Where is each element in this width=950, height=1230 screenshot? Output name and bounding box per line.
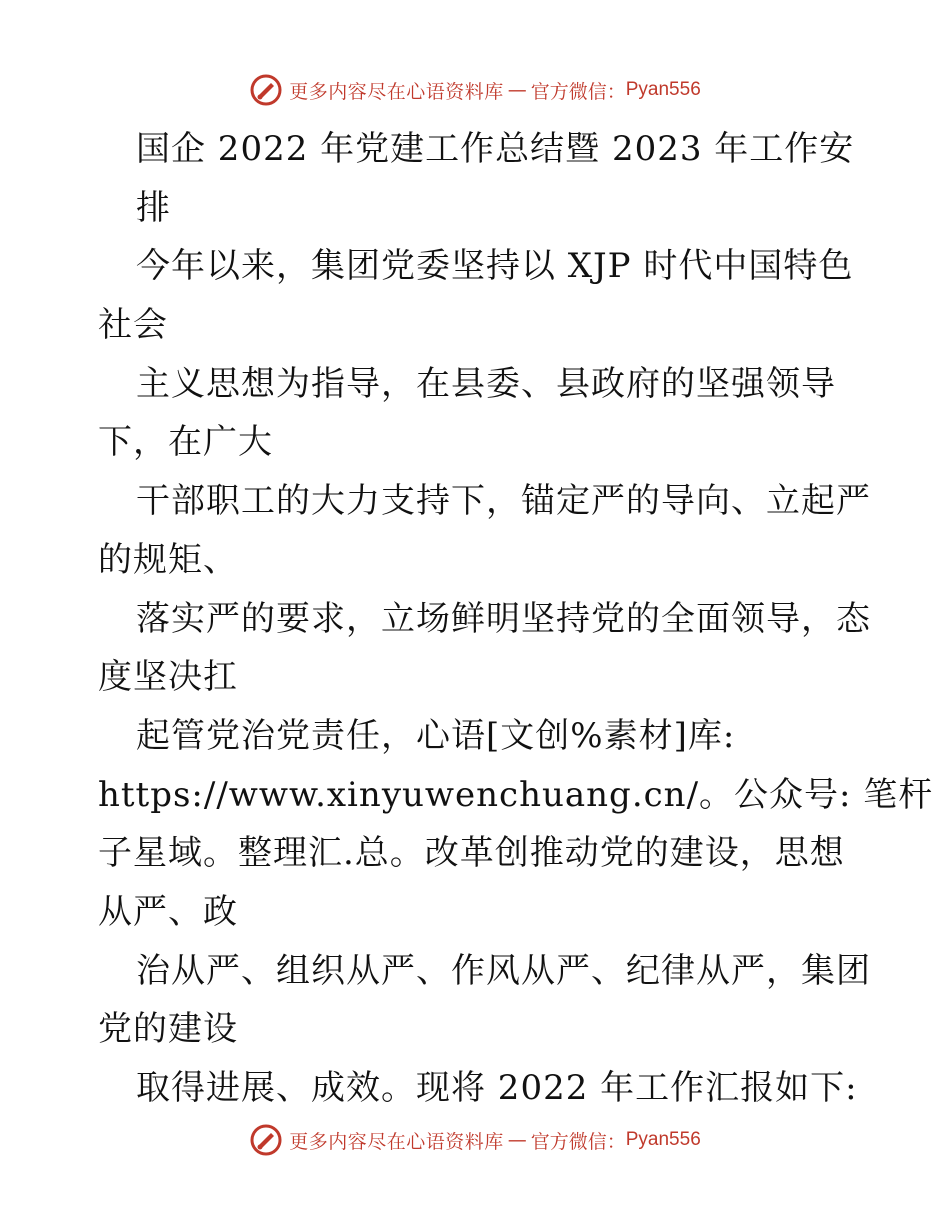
header-watermark-banner	[0, 70, 950, 110]
text-line: 落实严的要求，立场鲜明坚持党的全面领导，态	[136, 598, 871, 639]
banner-separator: —	[507, 1129, 527, 1151]
text-line: 度坚决扛	[98, 657, 238, 698]
brand-logo-icon	[249, 1123, 283, 1157]
banner-wechat-id: Pyan556	[625, 1129, 701, 1150]
text-line: 下，在广大	[98, 422, 273, 463]
text-line: 社会	[98, 305, 168, 346]
banner-text: 更多内容尽在心语资料库	[289, 1130, 504, 1153]
text-line: 治从严、组织从严、作风从严、纪律从严，集团	[136, 950, 871, 991]
banner-text: 更多内容尽在心语资料库	[289, 80, 504, 103]
footer-watermark-banner	[0, 1120, 950, 1160]
text-line: 排	[136, 187, 171, 228]
banner-label: 官方微信：	[530, 1130, 626, 1153]
banner-separator: —	[507, 79, 527, 101]
text-line: 国企 2022 年党建工作总结暨 2023 年工作安	[136, 129, 855, 169]
text-line: 子星域。整理汇.总。改革创推动党的建设，思想	[98, 833, 845, 874]
text-line: 的规矩、	[98, 539, 238, 580]
banner-wechat-id: Pyan556	[625, 79, 701, 100]
text-line: 党的建设	[98, 1009, 238, 1050]
document-body	[98, 120, 934, 1118]
text-line: 从严、政	[98, 891, 238, 932]
text-line: 今年以来，集团党委坚持以 XJP 时代中国特色	[136, 246, 854, 287]
text-line: 起管党治党责任，心语[文创%素材]库:	[136, 715, 736, 756]
url-text-line: https://www.xinyuwenchuang.cn/。公众号: 笔杆	[98, 774, 934, 815]
text-line: 取得进展、成效。现将 2022 年工作汇报如下:	[136, 1068, 858, 1108]
banner-label: 官方微信：	[530, 80, 626, 103]
brand-logo-icon	[249, 73, 283, 107]
text-line: 干部职工的大力支持下，锚定严的导向、立起严	[136, 481, 871, 522]
text-line: 主义思想为指导，在县委、县政府的坚强领导	[136, 363, 836, 404]
